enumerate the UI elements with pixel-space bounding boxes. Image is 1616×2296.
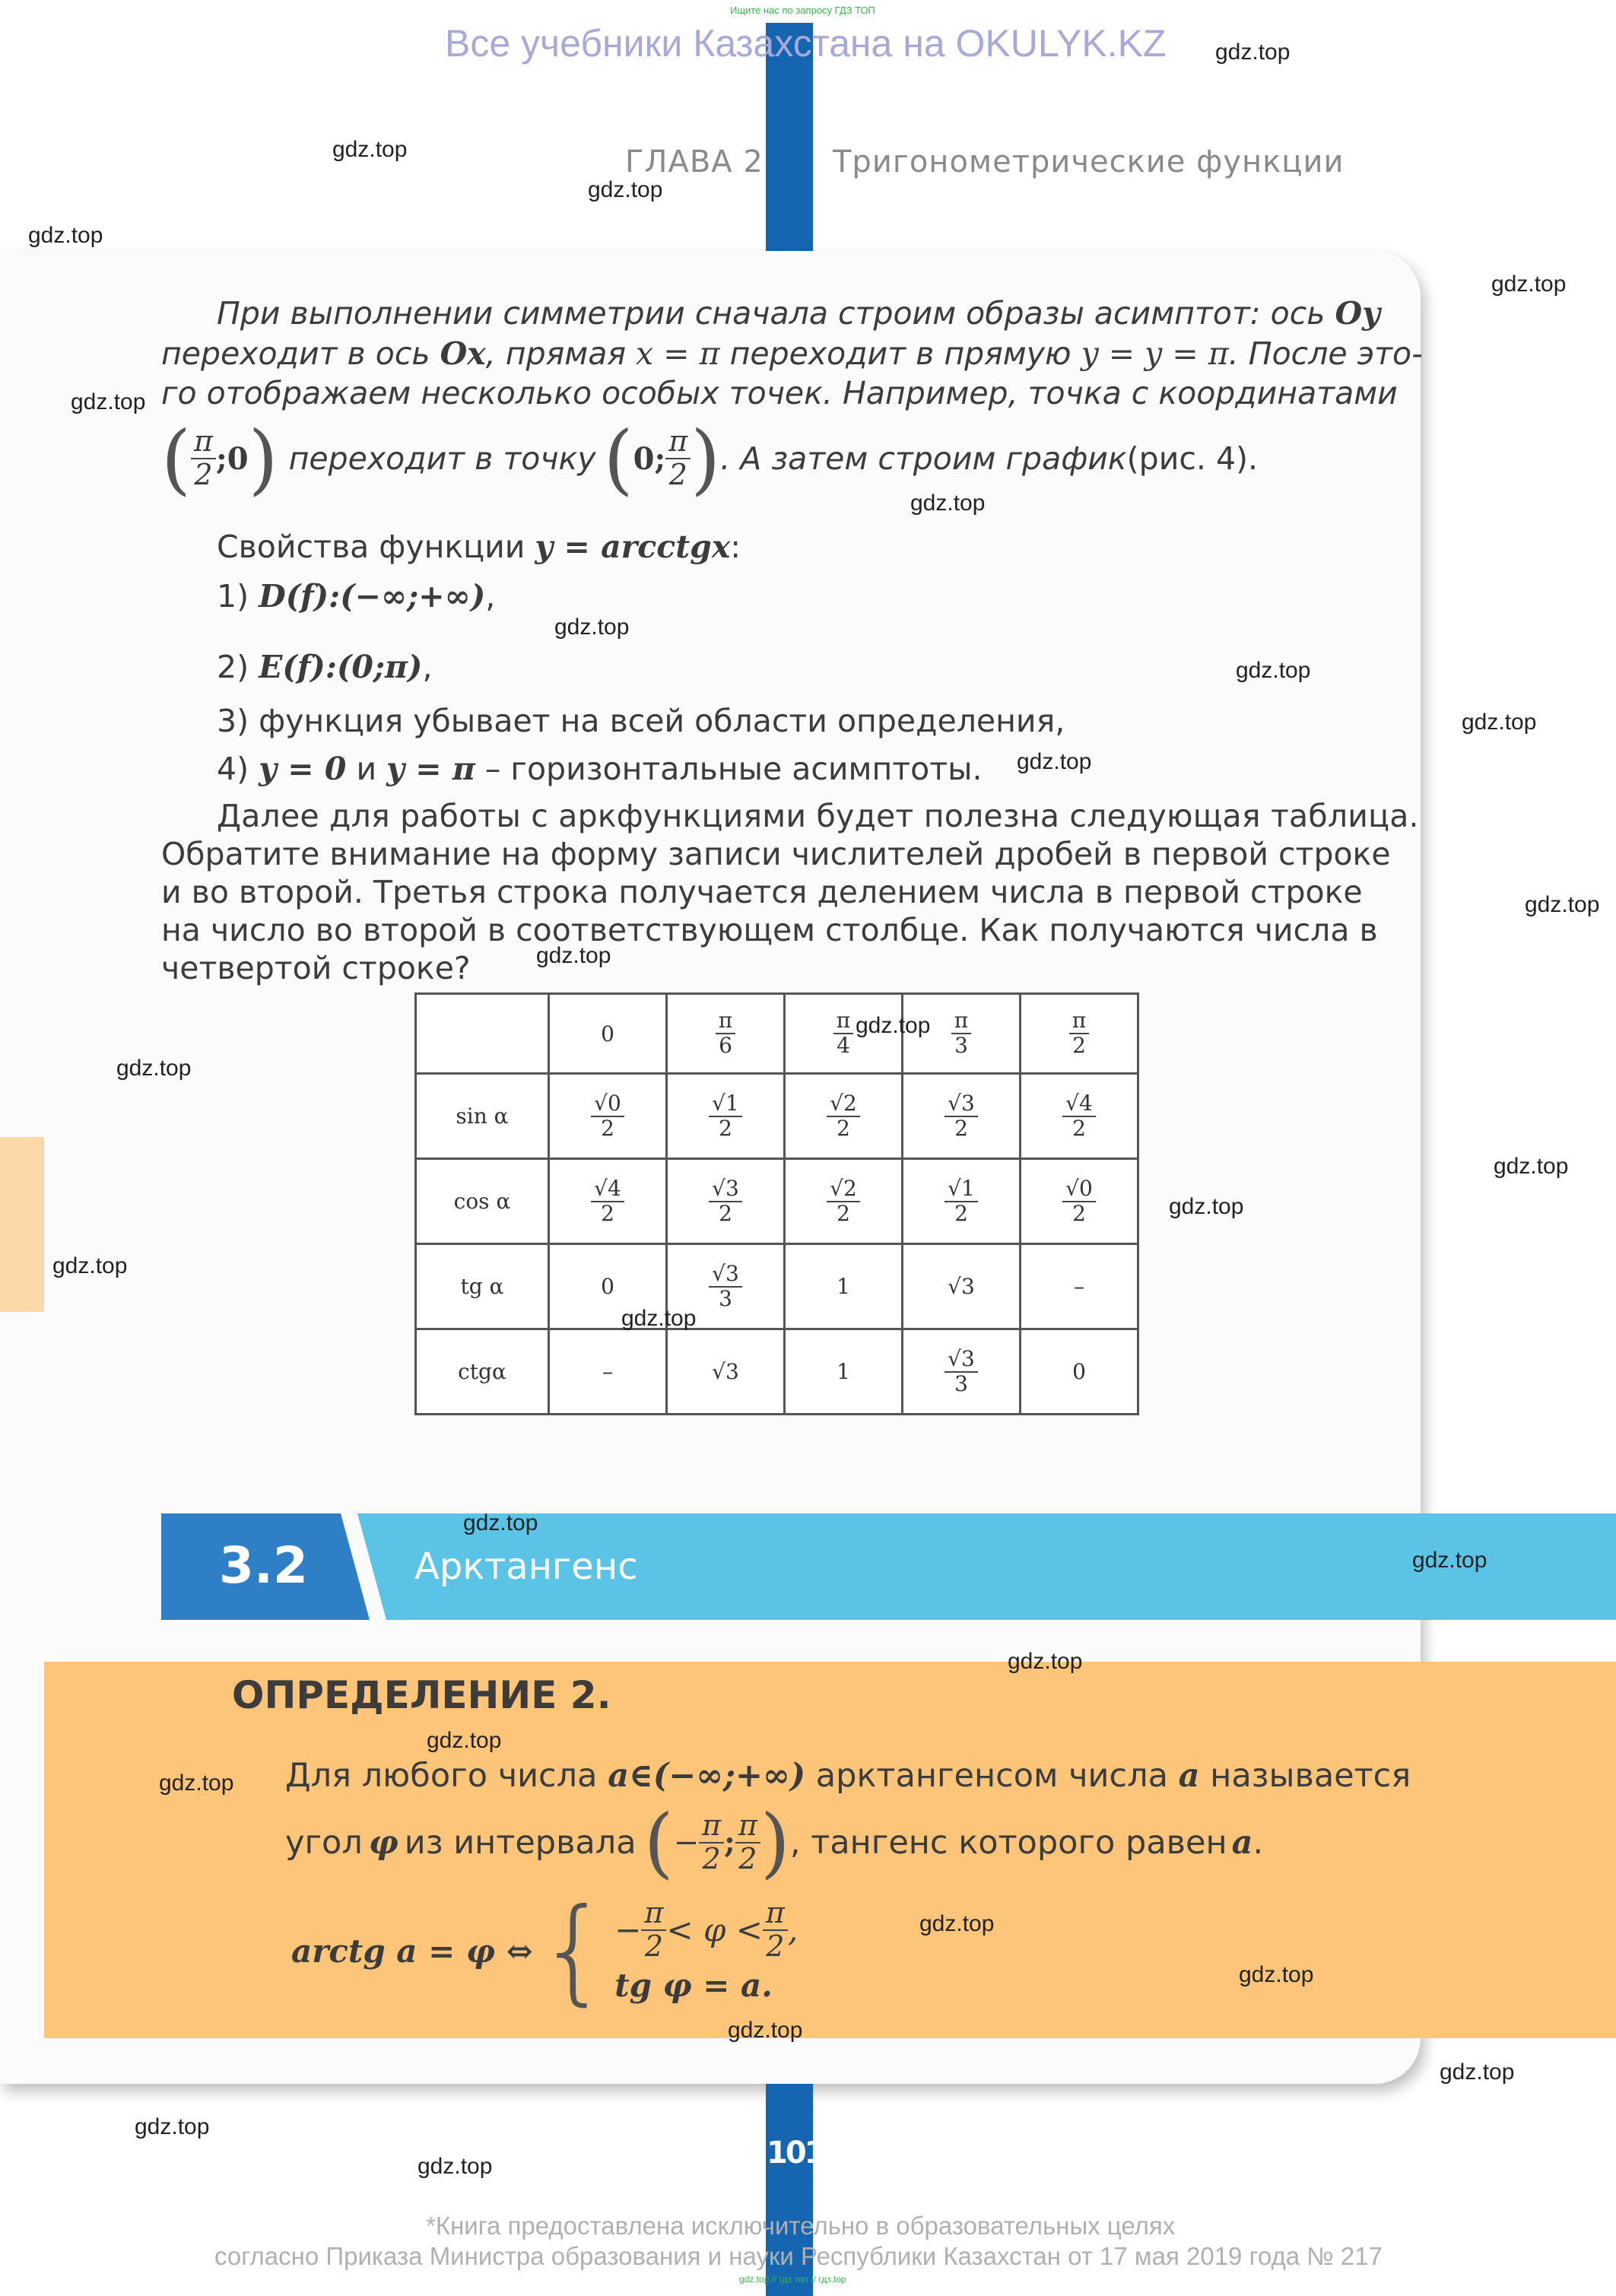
para1-line1: При выполнении симметрии сначала строим образы асимптот: ось Oy (217, 295, 1381, 332)
watermark: gdz.top (1494, 1154, 1569, 1179)
side-tab (0, 1137, 44, 1312)
point2-fraction: $\frac{\pi}{2}$ (665, 426, 691, 491)
formula-fraction-left: $\frac{\pi}{2}$ (641, 1897, 666, 1963)
watermark: gdz.top (1462, 710, 1537, 735)
watermark: gdz.top (536, 943, 611, 968)
table-cell: $\frac{√0}{2}$ (1021, 1159, 1138, 1244)
table-cell: 1 (785, 1329, 903, 1415)
definition-line1: Для любого числа a∈(−∞;+∞) арктангенсом числа a называется (285, 1757, 1411, 1795)
watermark: gdz.top (856, 1013, 931, 1038)
watermark: gdz.top (28, 223, 103, 248)
watermark: gdz.top (1017, 749, 1092, 774)
table-header-cell: $\frac{\pi}{3}$ (903, 994, 1021, 1074)
table-row (416, 1329, 1138, 1415)
section-number: 3.2 (219, 1536, 308, 1595)
watermark: gdz.top (52, 1253, 128, 1278)
para1-line2: переходит в ось Ox, прямая x = π переходит в прямую y = y = π. После это- (161, 335, 1423, 372)
watermark: gdz.top (159, 1770, 234, 1796)
property-2: 2) E(f):(0;π), (217, 649, 433, 685)
watermark: gdz.top (1440, 2059, 1515, 2085)
table-row (416, 1159, 1138, 1244)
definition-formula: arctg a = φ ⇔ { − $\frac{\pi}{2}$ < φ < $\frac{\pi}{2}$ , tg φ = a. (291, 1885, 798, 2017)
watermark: gdz.top (554, 614, 630, 640)
footer-line2: согласно Приказа Министра образования и науки Республики Казахстан от 17 мая 2019 года № 217 (214, 2242, 1383, 2270)
table-cell: $\frac{√4}{2}$ (1021, 1074, 1138, 1159)
table-cell: √3 (667, 1329, 785, 1415)
table-cell: $\frac{√3}{2}$ (903, 1074, 1021, 1159)
table-row (416, 1074, 1138, 1159)
watermark: gdz.top (135, 2114, 210, 2139)
table-row-label: sin α (416, 1074, 549, 1159)
interval-right-fraction: $\frac{\pi}{2}$ (735, 1810, 760, 1875)
interval-left-fraction: $\frac{\pi}{2}$ (699, 1810, 724, 1875)
table-row-label: ctgα (416, 1329, 549, 1415)
table-cell: $\frac{√1}{2}$ (903, 1159, 1021, 1244)
section-title: Арктангенс (414, 1545, 638, 1588)
property-3: 3) функция убывает на всей области определения, (217, 703, 1065, 739)
table-cell: $\frac{√4}{2}$ (549, 1159, 667, 1244)
watermark: gdz.top (116, 1056, 192, 1081)
watermark: gdz.top (1412, 1548, 1487, 1573)
site-banner[interactable]: Все учебники Казахстана на OKULYK.KZ (445, 22, 1167, 65)
table-row (416, 1244, 1138, 1329)
definition-heading: ОПРЕДЕЛЕНИЕ 2. (232, 1673, 611, 1717)
table-row-label: cos α (416, 1159, 549, 1244)
table-cell: $\frac{√2}{2}$ (785, 1159, 903, 1244)
top-note: Ищите нас по запросу ГДЗ ТОП (730, 5, 875, 16)
watermark: gdz.top (910, 491, 986, 516)
property-4: 4) y = 0 и y = π – горизонтальные асимптоты. (217, 751, 983, 787)
para2-line1: Далее для работы с аркфункциями будет полезна следующая таблица. (217, 798, 1419, 834)
watermark: gdz.top (621, 1306, 697, 1331)
table-cell: $\frac{√0}{2}$ (549, 1074, 667, 1159)
para2-line3: и во второй. Третья строка получается делением числа в первой строке (161, 874, 1363, 910)
watermark: gdz.top (332, 137, 408, 162)
para2-line4: на число во второй в соответствующем столбце. Как получаются числа в (161, 912, 1378, 948)
properties-intro: Свойства функции y = arcctgx: (217, 529, 741, 565)
watermark: gdz.top (1169, 1194, 1244, 1219)
chapter-title: Тригонометрические функции (833, 144, 1345, 179)
watermark: gdz.top (1525, 892, 1600, 917)
footer-line1: *Книга предоставлена исключительно в образовательных целях (426, 2212, 1176, 2240)
table-row-label: tg α (416, 1244, 549, 1329)
property-1: 1) D(f):(−∞;+∞), (217, 578, 496, 614)
watermark: gdz.top (1008, 1649, 1083, 1674)
trig-values-table (414, 992, 1139, 1415)
table-cell: √3 (903, 1244, 1021, 1329)
table-cell: 0 (549, 1244, 667, 1329)
para1-line4: ( $\frac{\pi}{2}$ ;0 ) переходит в точку ( 0; $\frac{\pi}{2}$ ) . А затем строим график (рис. 4). (161, 414, 1259, 503)
table-cell: 0 (1021, 1329, 1138, 1415)
table-cell: $\frac{√3}{2}$ (667, 1159, 785, 1244)
table-cell: $\frac{√3}{3}$ (903, 1329, 1021, 1415)
table-header-cell: $\frac{\pi}{4}$ (785, 994, 903, 1074)
table-cell: $\frac{√3}{3}$ (667, 1244, 785, 1329)
watermark: gdz.top (1215, 40, 1291, 65)
footer-line3: gdz.top // гдз топ // гдз.top (739, 2274, 846, 2285)
para1-line3: го отображаем несколько особых точек. Например, точка с координатами (161, 375, 1398, 411)
table-header-row (416, 994, 1138, 1074)
table-cell: – (1021, 1244, 1138, 1329)
para2-line2: Обратите внимание на форму записи числителей дробей в первой строке (161, 836, 1391, 872)
table-header-cell: $\frac{\pi}{2}$ (1021, 994, 1138, 1074)
watermark: gdz.top (919, 1911, 995, 1936)
point1-fraction: $\frac{\pi}{2}$ (191, 426, 216, 491)
watermark: gdz.top (417, 2154, 493, 2179)
table-cell: – (549, 1329, 667, 1415)
watermark: gdz.top (1239, 1962, 1314, 1987)
page-number: 101 (767, 2136, 824, 2171)
chapter-label: ГЛАВА 2 (625, 144, 764, 179)
watermark: gdz.top (728, 2018, 803, 2043)
formula-fraction-right: $\frac{\pi}{2}$ (763, 1897, 788, 1963)
watermark: gdz.top (588, 177, 663, 202)
table-header-cell: $\frac{\pi}{6}$ (667, 994, 785, 1074)
table-cell: $\frac{√1}{2}$ (667, 1074, 785, 1159)
definition-line2: угол φ из интервала ( − $\frac{\pi}{2}$ ; $\frac{\pi}{2}$ ) , тангенс которого равен a . (285, 1798, 1264, 1887)
watermark: gdz.top (1491, 272, 1567, 297)
watermark: gdz.top (1236, 658, 1311, 683)
watermark: gdz.top (71, 389, 146, 414)
table-header-cell (416, 994, 549, 1074)
para2-line5: четвертой строке? (161, 950, 471, 986)
table-header-cell: 0 (549, 994, 667, 1074)
table-cell: $\frac{√2}{2}$ (785, 1074, 903, 1159)
watermark: gdz.top (427, 1728, 502, 1753)
watermark: gdz.top (463, 1510, 538, 1535)
table-cell: 1 (785, 1244, 903, 1329)
